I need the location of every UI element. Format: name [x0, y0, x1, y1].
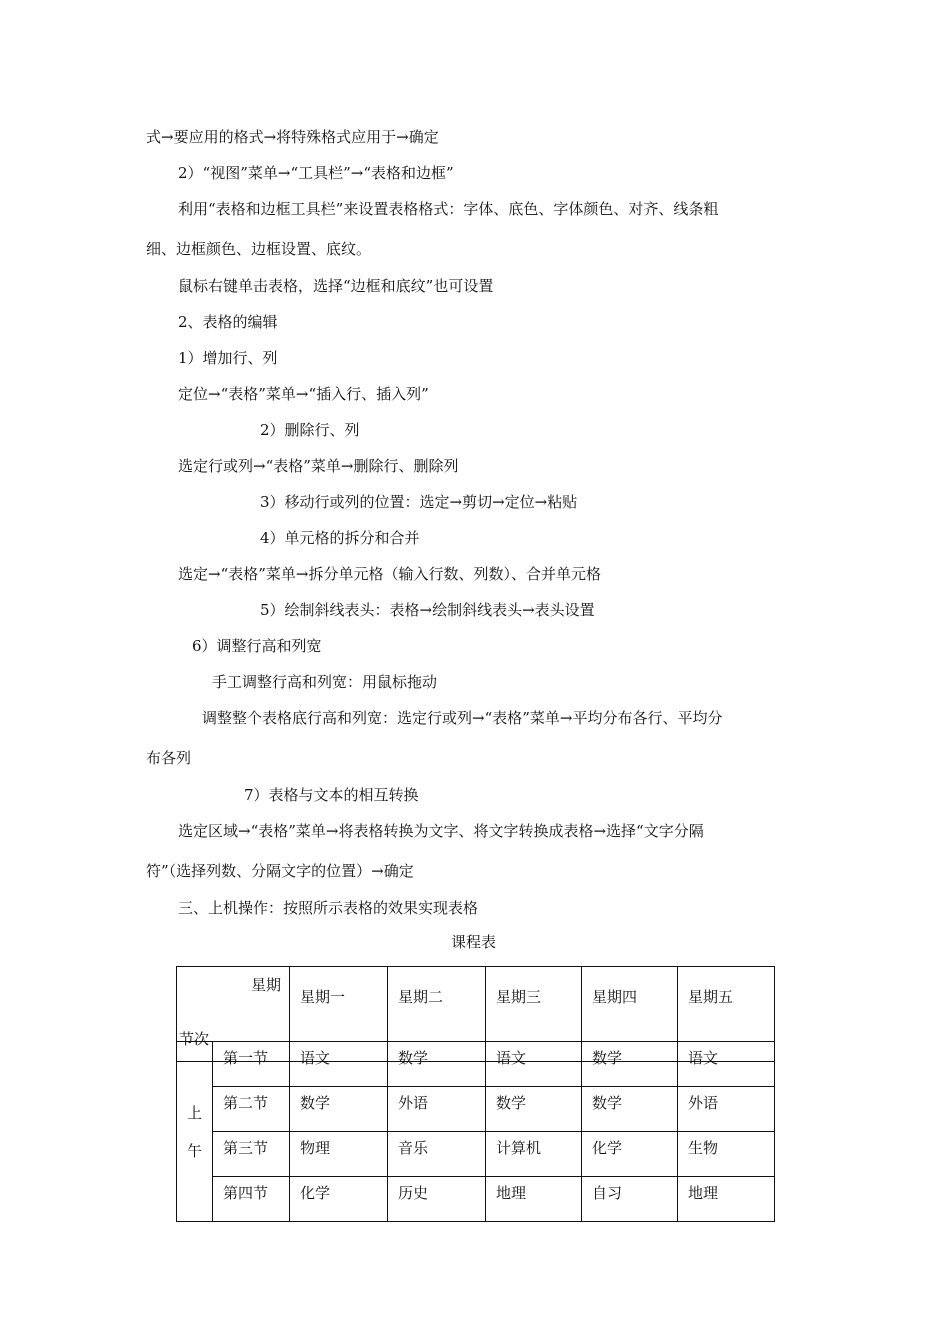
table-cell: 计算机 — [486, 1132, 582, 1177]
table-caption: 课程表 — [451, 933, 497, 951]
text-line: 1）增加行、列 — [178, 349, 278, 367]
text-line: 调整整个表格底行高和列宽：选定行或列→“表格”菜单→平均分布各行、平均分 — [202, 709, 723, 727]
table-cell: 数学 — [582, 1042, 678, 1087]
table-cell: 地理 — [486, 1177, 582, 1222]
text-line: 选定→“表格”菜单→拆分单元格（输入行数、列数）、合并单元格 — [178, 565, 601, 583]
text-line: 6）调整行高和列宽 — [192, 637, 322, 655]
period-cell-morning — [177, 1042, 213, 1222]
text-line: 定位→“表格”菜单→“插入行、插入列” — [178, 385, 429, 403]
period-char: 上 — [186, 1103, 202, 1122]
table-cell: 自习 — [582, 1177, 678, 1222]
text-line: 选定行或列→“表格”菜单→删除行、删除列 — [178, 457, 459, 475]
table-cell: 语文 — [290, 1042, 388, 1087]
text-line: 布各列 — [146, 749, 192, 767]
table-cell: 化学 — [290, 1177, 388, 1222]
table-cell: 生物 — [678, 1132, 775, 1177]
day-header: 星期三 — [486, 967, 582, 1062]
text-line: 2）“视图”菜单→“工具栏”→“表格和边框” — [178, 164, 454, 182]
table-row — [177, 1177, 775, 1222]
day-header: 星期一 — [290, 967, 388, 1062]
table-cell: 化学 — [582, 1132, 678, 1177]
table-cell: 数学 — [486, 1087, 582, 1132]
day-header: 星期二 — [388, 967, 486, 1062]
text-line: 3）移动行或列的位置：选定→剪切→定位→粘贴 — [260, 493, 578, 511]
corner-label-day: 星期 — [250, 976, 281, 994]
table-cell: 语文 — [678, 1042, 775, 1087]
text-line: 选定区域→“表格”菜单→将表格转换为文字、将文字转换成表格→选择“文字分隔 — [178, 822, 704, 840]
table-row — [177, 1132, 775, 1177]
period-char: 午 — [186, 1141, 202, 1160]
table-cell: 数学 — [582, 1087, 678, 1132]
table-cell: 数学 — [388, 1042, 486, 1087]
table-cell: 地理 — [678, 1177, 775, 1222]
table-cell: 物理 — [290, 1132, 388, 1177]
table-cell: 语文 — [486, 1042, 582, 1087]
table-cell: 外语 — [388, 1087, 486, 1132]
lesson-label: 第四节 — [213, 1177, 290, 1222]
day-header: 星期四 — [582, 967, 678, 1062]
lesson-label: 第三节 — [213, 1132, 290, 1177]
section-heading: 三、上机操作：按照所示表格的效果实现表格 — [178, 899, 479, 917]
schedule-table-body — [176, 1041, 775, 1222]
table-row — [177, 1087, 775, 1132]
section-heading: 2、表格的编辑 — [178, 313, 278, 331]
day-header: 星期五 — [678, 967, 775, 1062]
text-line: 式→要应用的格式→将特殊格式应用于→确定 — [146, 128, 439, 146]
table-cell: 数学 — [290, 1087, 388, 1132]
table-cell: 外语 — [678, 1087, 775, 1132]
text-line: 2）删除行、列 — [260, 421, 360, 439]
text-line: 细、边框颜色、边框设置、底纹。 — [146, 240, 372, 258]
text-line: 符”（选择列数、分隔文字的位置）→确定 — [146, 862, 414, 880]
text-line: 利用“表格和边框工具栏”来设置表格格式：字体、底色、字体颜色、对齐、线条粗 — [178, 200, 719, 218]
lesson-label: 第一节 — [213, 1042, 290, 1087]
corner-label-period: 节次 — [179, 1030, 210, 1048]
table-cell: 音乐 — [388, 1132, 486, 1177]
table-cell: 历史 — [388, 1177, 486, 1222]
text-line: 4）单元格的拆分和合并 — [260, 529, 420, 547]
text-line: 手工调整行高和列宽：用鼠标拖动 — [212, 673, 438, 691]
text-line: 鼠标右键单击表格，选择“边框和底纹”也可设置 — [178, 277, 494, 295]
lesson-label: 第二节 — [213, 1087, 290, 1132]
text-line: 7）表格与文本的相互转换 — [244, 786, 419, 804]
table-row — [177, 1042, 775, 1087]
text-line: 5）绘制斜线表头：表格→绘制斜线表头→表头设置 — [260, 601, 595, 619]
